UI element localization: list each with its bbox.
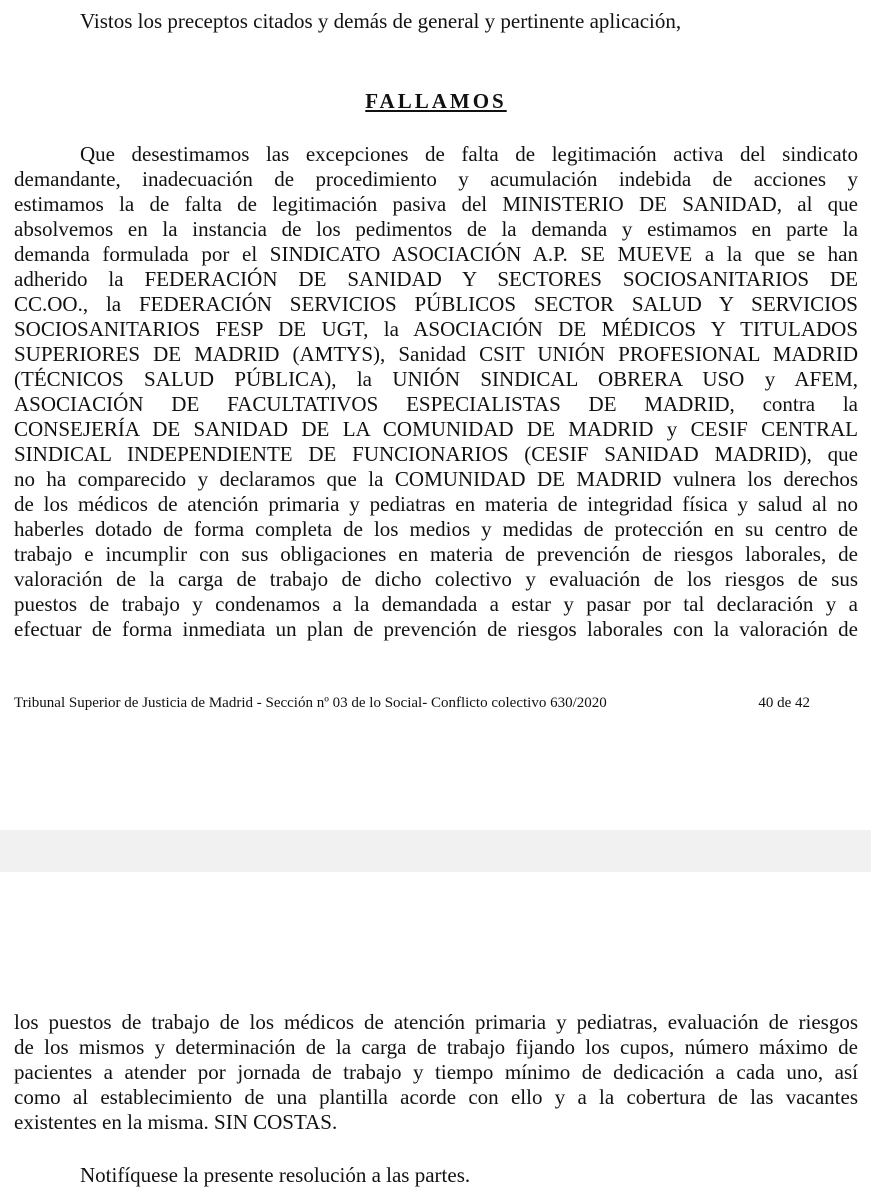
text-line: trabajo e incumplir con sus obligaciones en materia de prevención de riesgos laborales, de xyxy=(14,542,858,566)
document-page-41 xyxy=(0,872,871,1200)
text-line: valoración de la carga de trabajo de dicho colectivo y evaluación de los riesgos de sus xyxy=(14,567,858,591)
text-line: demanda formulada por el SINDICATO ASOCIACIÓN A.P. SE MUEVE a la que se han xyxy=(14,242,858,266)
text-line: existentes en la misma. SIN COSTAS. xyxy=(14,1110,338,1134)
text-line: demandante, inadecuación de procedimiento y acumulación indebida de acciones y xyxy=(14,167,858,191)
text-line: adherido la FEDERACIÓN DE SANIDAD Y SECTORES SOCIOSANITARIOS DE xyxy=(14,267,858,291)
text-line: de los médicos de atención primaria y pediatras en materia de integridad física y salud al no xyxy=(14,492,858,516)
text-line: puestos de trabajo y condenamos a la demandada a estar y pasar por tal declaración y a xyxy=(14,592,858,616)
text-line: efectuar de forma inmediata un plan de prevención de riesgos laborales con la valoración de xyxy=(14,617,858,641)
text-line: absolvemos en la instancia de los pedimentos de la demanda y estimamos en parte la xyxy=(14,217,858,241)
text-line: (TÉCNICOS SALUD PÚBLICA), la UNIÓN SINDICAL OBRERA USO y AFEM, xyxy=(14,367,858,391)
text-line: CC.OO., la FEDERACIÓN SERVICIOS PÚBLICOS SECTOR SALUD Y SERVICIOS xyxy=(14,292,858,316)
text-line: como al establecimiento de una plantilla acorde con ello y a la cobertura de las vacantes xyxy=(14,1085,858,1109)
text-line: estimamos la de falta de legitimación pasiva del MINISTERIO DE SANIDAD, al que xyxy=(14,192,858,216)
text-line: de los mismos y determinación de la carga de trabajo fijando los cupos, número máximo de xyxy=(14,1035,858,1059)
page-separator xyxy=(0,830,871,872)
text-line: los puestos de trabajo de los médicos de atención primaria y pediatras, evaluación de riesgos xyxy=(14,1010,858,1034)
closing-notification: Notifíquese la presente resolución a las partes. xyxy=(80,1163,471,1187)
text-line: Que desestimamos las excepciones de falta de legitimación activa del sindicato xyxy=(80,142,858,166)
text-line: SUPERIORES DE MADRID (AMTYS), Sanidad CSIT UNIÓN PROFESIONAL MADRID xyxy=(14,342,858,366)
text-line: SINDICAL INDEPENDIENTE DE FUNCIONARIOS (CESIF SANIDAD MADRID), que xyxy=(14,442,858,466)
intro-paragraph: Vistos los preceptos citados y demás de general y pertinente aplicación, xyxy=(80,9,682,33)
text-line: SOCIOSANITARIOS FESP DE UGT, la ASOCIACIÓN DE MÉDICOS Y TITULADOS xyxy=(14,317,858,341)
page-footer xyxy=(14,693,810,713)
fallamos-heading: FALLAMOS xyxy=(365,89,507,113)
text-line: CONSEJERÍA DE SANIDAD DE LA COMUNIDAD DE MADRID y CESIF CENTRAL xyxy=(14,417,858,441)
page-number: 40 de 42 xyxy=(758,695,810,711)
footer-court-reference: Tribunal Superior de Justicia de Madrid - Sección nº 03 de lo Social- Conflicto colectivo 630/2020 xyxy=(14,695,607,711)
text-line: no ha comparecido y declaramos que la COMUNIDAD DE MADRID vulnera los derechos xyxy=(14,467,858,491)
text-line: ASOCIACIÓN DE FACULTATIVOS ESPECIALISTAS DE MADRID, contra la xyxy=(14,392,858,416)
text-line: pacientes a atender por jornada de trabajo y tiempo mínimo de dedicación a cada uno, así xyxy=(14,1060,858,1084)
text-line: haberles dotado de forma completa de los medios y medidas de protección en su centro de xyxy=(14,517,858,541)
